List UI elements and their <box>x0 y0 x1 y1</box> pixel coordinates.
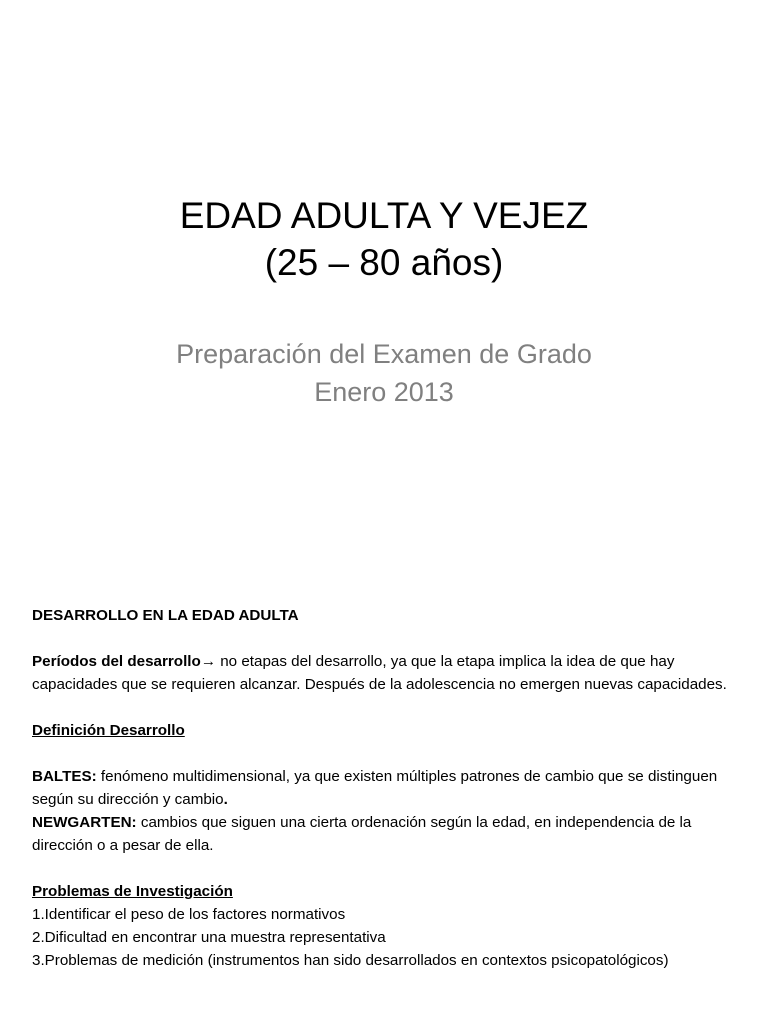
subtitle-line-2: Enero 2013 <box>314 377 454 407</box>
baltes-period: . <box>223 791 228 808</box>
periods-text: no etapas del desarrollo, ya que la etapa implica la idea de que hay capacidades que se requieren alcanzar. Después de la adolescencia no emergen nuevas capacidades. <box>32 653 727 693</box>
baltes-paragraph <box>32 765 742 811</box>
arrow-icon: → <box>200 653 216 670</box>
title-line-1: EDAD ADULTA Y VEJEZ <box>179 195 589 236</box>
notes-section <box>32 604 742 972</box>
baltes-text: fenómeno multidimensional, ya que existen múltiples patrones de cambio que se distinguen según su dirección y cambio <box>32 768 718 808</box>
definition-heading: Definición Desarrollo <box>32 722 185 739</box>
problems-heading: Problemas de Investigación <box>32 883 233 900</box>
problem-item-3: 3.Problemas de medición (instrumentos han sido desarrollados en contextos psicopatológicos) <box>32 952 669 969</box>
subtitle-line-1: Preparación del Examen de Grado <box>176 339 592 369</box>
baltes-label: BALTES: <box>32 768 97 785</box>
problem-item-1: 1.Identificar el peso de los factores normativos <box>32 906 346 923</box>
newgarten-text: cambios que siguen una cierta ordenación según la edad, en independencia de la dirección o a pesar de ella. <box>32 814 692 854</box>
title-line-2: (25 – 80 años) <box>264 242 504 283</box>
newgarten-label: NEWGARTEN: <box>32 814 137 831</box>
problem-item-2: 2.Dificultad en encontrar una muestra representativa <box>32 929 386 946</box>
periods-label: Períodos del desarrollo <box>32 653 201 670</box>
slide-title <box>0 192 768 286</box>
periods-paragraph <box>32 650 742 696</box>
newgarten-paragraph <box>32 811 742 857</box>
notes-heading: DESARROLLO EN LA EDAD ADULTA <box>32 607 299 624</box>
slide-subtitle <box>0 335 768 411</box>
